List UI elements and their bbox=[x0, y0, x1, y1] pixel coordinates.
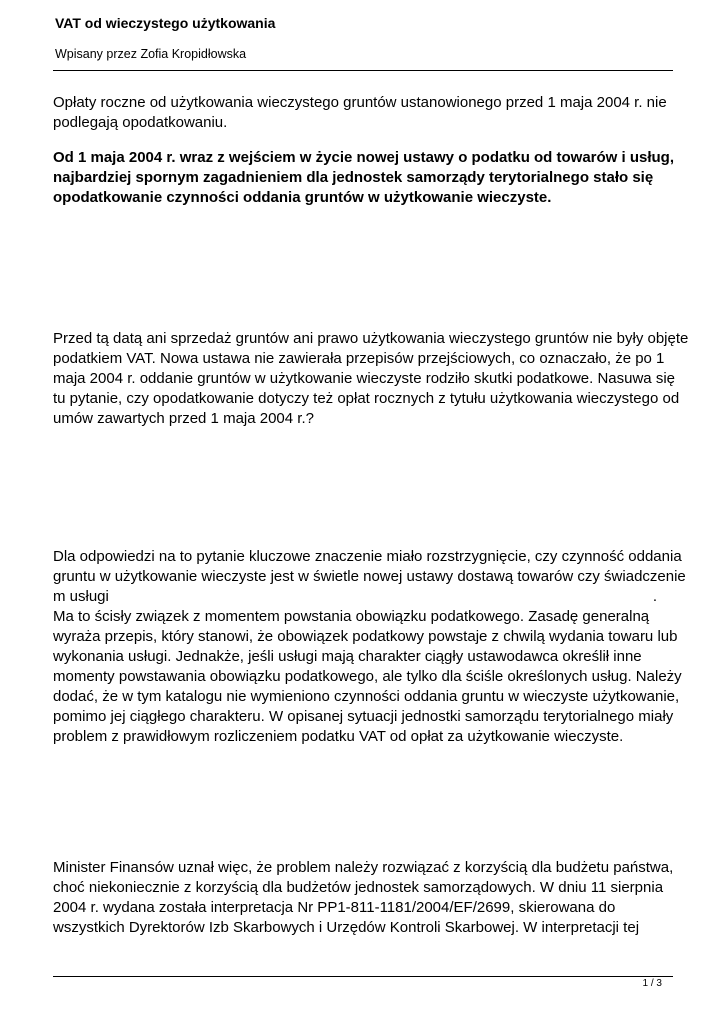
text-line: najbardziej spornym zagadnieniem dla jednostek samorządy terytorialnego stało się bbox=[53, 169, 654, 186]
paragraph-2-lead bbox=[53, 148, 675, 208]
text-line: umów zawartych przed 1 maja 2004 r.? bbox=[53, 410, 314, 427]
paragraph-4 bbox=[53, 547, 686, 747]
header-divider bbox=[53, 70, 673, 71]
trailing-dot: . bbox=[652, 588, 657, 605]
text-line: Przed tą datą ani sprzedaż gruntów ani prawo użytkowania wieczystego gruntów nie były objęte bbox=[53, 330, 689, 347]
text-line: pomimo jej ciągłego charakteru. W opisanej sytuacji jednostki samorządu terytorialnego miały bbox=[53, 708, 674, 725]
text-line: wykonania usługi. Jednakże, jeśli usługi mają charakter ciągły ustawodawca określił inne bbox=[53, 648, 642, 665]
text-line: dodać, że w tym katalogu nie wymieniono czynności oddania gruntu w wieczyste użytkowanie, bbox=[53, 688, 680, 705]
text-line: wszystkich Dyrektorów Izb Skarbowych i Urzędów Kontroli Skarbowej. W interpretacji tej bbox=[53, 919, 640, 936]
text-line: Dla odpowiedzi na to pytanie kluczowe znaczenie miało rozstrzygnięcie, czy czynność oddania bbox=[53, 548, 682, 565]
text-line: momenty powstawania obowiązku podatkowego, ale tylko dla ściśle określonych usług. Należy bbox=[53, 668, 682, 685]
text-line: Minister Finansów uznał więc, że problem należy rozwiązać z korzyścią dla budżetu państwa, bbox=[53, 859, 674, 876]
text-line: tu pytanie, czy opodatkowanie dotyczy też opłat rocznych z tytułu użytkowania wieczystego od bbox=[53, 390, 680, 407]
text-line: Od 1 maja 2004 r. wraz z wejściem w życie nowej ustawy o podatku od towarów i usług, bbox=[53, 149, 675, 166]
paragraph-3 bbox=[53, 329, 689, 429]
paragraph-1 bbox=[53, 93, 671, 133]
author-byline: Wpisany przez Zofia Kropidłowska bbox=[55, 47, 247, 61]
text-line: gruntu w użytkowanie wieczyste jest w świetle nowej ustawy dostawą towarów czy świadczenie bbox=[53, 568, 686, 585]
footer-divider bbox=[53, 976, 673, 977]
text-line-content: m usługi bbox=[53, 588, 109, 605]
text-line: wyraża przepis, który stanowi, że obowiązek podatkowy powstaje z chwilą wydania towaru lub bbox=[53, 628, 678, 645]
text-line bbox=[53, 587, 671, 607]
text-line: 2004 r. wydana została interpretacja Nr PP1-811-1181/2004/EF/2699, skierowana do bbox=[53, 899, 616, 916]
text-line: podlegają opodatkowaniu. bbox=[53, 114, 228, 131]
text-line: problem z prawidłowym rozliczeniem podatku VAT od opłat za użytkowanie wieczyste. bbox=[53, 728, 624, 745]
text-line: podatkiem VAT. Nowa ustawa nie zawierała przepisów przejściowych, co oznaczało, że po 1 bbox=[53, 350, 665, 367]
text-line: choć niekoniecznie z korzyścią dla budżetów jednostek samorządowych. W dniu 11 sierpnia bbox=[53, 879, 664, 896]
page-number: 1 / 3 bbox=[642, 978, 662, 989]
text-line: maja 2004 r. oddanie gruntów w użytkowanie wieczyste rodziło skutki podatkowe. Nasuwa się bbox=[53, 370, 675, 387]
text-line: Opłaty roczne od użytkowania wieczystego gruntów ustanowionego przed 1 maja 2004 r. nie bbox=[53, 94, 667, 111]
text-line: Ma to ścisły związek z momentem powstania obowiązku podatkowego. Zasadę generalną bbox=[53, 608, 650, 625]
text-line: opodatkowanie czynności oddania gruntów w użytkowanie wieczyste. bbox=[53, 189, 552, 206]
page-title: VAT od wieczystego użytkowania bbox=[55, 15, 276, 31]
paragraph-5 bbox=[53, 858, 674, 938]
